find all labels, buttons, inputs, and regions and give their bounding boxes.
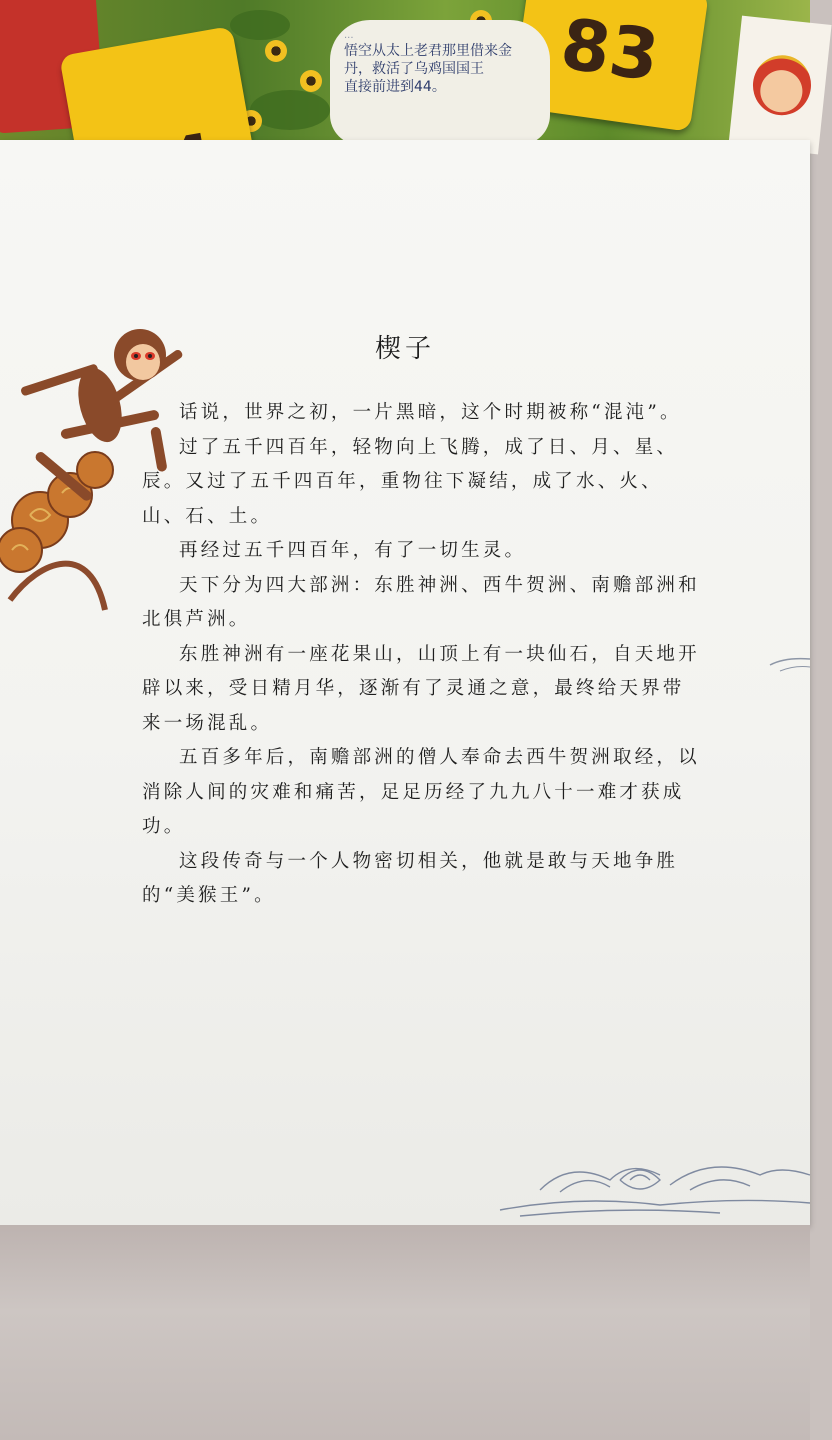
flower-icon [265, 40, 287, 62]
paragraph: 五百多年后，南赡部洲的僧人奉命去西牛贺洲取经，以消除人间的灾难和痛苦，足足历经了九九八十一难才获成功。 [142, 747, 700, 837]
speech-line: 直接前进到44。 [344, 79, 446, 95]
monkey-king-card [728, 16, 831, 155]
board-tile-83: 83 [511, 0, 709, 132]
paragraph: 再经过五千四百年，有了一切生灵。 [179, 540, 527, 561]
cloud-decoration [770, 645, 810, 675]
story-text [142, 396, 702, 914]
book-page [0, 140, 810, 1225]
flower-icon [300, 70, 322, 92]
cloud-decoration [500, 1150, 810, 1220]
page-title: 楔子 [374, 334, 435, 364]
speech-line: 悟空从太上老君那里借来金 [344, 43, 512, 59]
leaf-decoration [250, 90, 330, 130]
fabric-background [0, 1225, 810, 1440]
speech-bubble [330, 20, 550, 145]
monkey-face-icon [750, 52, 814, 118]
paragraph: 过了五千四百年，轻物向上飞腾，成了日、月、星、辰。又过了五千四百年，重物往下凝结，成了水、火、山、石、土。 [142, 436, 679, 527]
paragraph: 天下分为四大部洲：东胜神洲、西牛贺洲、南赡部洲和北俱芦洲。 [142, 574, 700, 630]
paragraph: 话说，世界之初，一片黑暗，这个时期被称“混沌”。 [179, 402, 682, 423]
leaf-decoration [230, 10, 290, 40]
paragraph: 东胜神洲有一座花果山，山顶上有一块仙石，自天地开辟以来，受日精月华，逐渐有了灵通之意，最终给天界带来一场混乱。 [142, 643, 700, 734]
speech-faint-text: ... [344, 30, 354, 41]
board-game-poster [0, 0, 810, 160]
paragraph: 这段传奇与一个人物密切相关，他就是敢与天地争胜的“美猴王”。 [142, 850, 679, 906]
speech-line: 丹，救活了乌鸡国国王 [344, 61, 484, 77]
